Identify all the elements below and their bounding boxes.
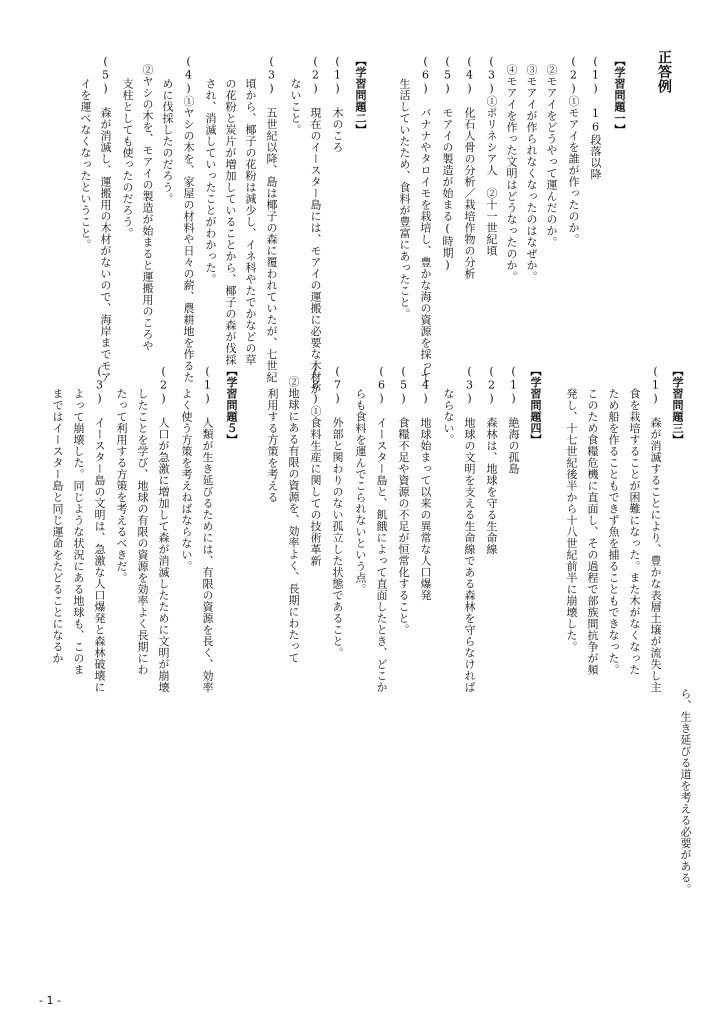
- upper-line-15: (3) 五世紀以降、島は椰子の森に覆われていたが、七世紀: [265, 55, 278, 383]
- upper-line-14: ないこと。: [289, 78, 302, 136]
- upper-line-23: (5) 森が消滅し、運搬用の木材がないので、海岸までモア: [99, 55, 112, 383]
- lower-line-23: したことを学び、地球の有限の資源を効率よく長期にわ: [136, 388, 149, 676]
- upper-line-17: の花粉と炭片が増加していることから、椰子の森が伐採: [224, 78, 237, 366]
- lower-line-13: (6) イースター島と、飢餓によって直面したとき、どこか: [375, 365, 388, 693]
- upper-line-5: ④モアイを作った文明はどうなったのか。: [505, 64, 518, 283]
- lower-line-18: 利用する方策を考える: [266, 388, 279, 503]
- upper-line-11: 【学習問題二】: [354, 55, 367, 136]
- lower-line-9: (3) 地球の文明を支える生命線である森林を守らなければ: [463, 365, 476, 693]
- upper-line-0: 【学習問題一】: [613, 55, 626, 136]
- upper-line-1: (1) 16段落以降: [589, 55, 602, 180]
- lower-line-2: 食を栽培することが困難になった。また木がなくなった: [628, 388, 641, 676]
- upper-line-22: 支柱としても使ったのだろう。: [121, 78, 134, 239]
- upper-line-12: (1) 木のころ: [331, 55, 344, 153]
- lower-line-4: このため食糧危機に直面し、その過程で部族間抗争が頻: [586, 388, 599, 676]
- lower-line-21: よく使う方策を考えねばならない。: [180, 388, 193, 572]
- lower-line-26: よって崩壊した。同じような状況にある地球も、このま: [72, 388, 85, 676]
- lower-line-14: らも食料を運んでこられないという点。: [354, 388, 367, 595]
- upper-line-8: (5) モアイの製造が始まる(時期): [441, 55, 454, 272]
- upper-line-3: ②モアイをどうやって運んだのか。: [545, 64, 558, 248]
- lower-line-27: まではイースター島と同じ運命をたどることになるか: [51, 388, 64, 664]
- lower-line-20: (1) 人類が生き延びるためには、有限の資源を長く、効率: [201, 365, 214, 693]
- lower-line-1: (1) 森が消滅することにより、豊かな表層土壌が流失し主: [649, 365, 662, 693]
- lower-line-0: 【学習問題三】: [671, 365, 684, 446]
- lower-line-17: ②地球にある有限の資源を、効率よく、長期にわたって: [287, 376, 300, 664]
- upper-line-21: ②ヤシの木を、モアイの製造が始まると運搬用のころや: [141, 64, 154, 352]
- upper-line-20: めに伐採したのだろう。: [161, 78, 174, 205]
- lower-line-10: ならない。: [442, 388, 455, 446]
- upper-line-18: され、消滅していったことがわかった。: [204, 78, 217, 285]
- upper-line-2: (2)①モアイを誰が作ったのか。: [567, 55, 580, 245]
- upper-line-24: イを運べなくなったということ。: [79, 78, 92, 251]
- upper-line-10: 生活していたため、食料が豊富にあったこと。: [398, 78, 411, 320]
- lower-line-8: (2) 森林は、地球を守る生命線: [485, 365, 498, 555]
- lower-line-16: (8)①食料生産に関しての技術革新: [309, 365, 322, 567]
- lower-line-12: (5) 食糧不足や資源の不足が恒常化すること。: [397, 365, 410, 636]
- lower-line-24: たって利用する方策を考えるべきだ。: [115, 388, 128, 584]
- upper-line-6: (3)①ポリネシア人 ②十一世紀頃: [485, 55, 498, 257]
- lower-line-6: 【学習問題四】: [529, 365, 542, 446]
- upper-line-4: ③モアイが作られなくなったのはなぜか。: [525, 64, 538, 283]
- lower-line-22: (2) 人口が急激に増加して森が消滅したために文明が崩壊: [157, 365, 170, 693]
- upper-line-7: (4) 化石人骨の分析／栽培作物の分析: [463, 55, 476, 280]
- upper-line-19: (4)①ヤシの木を、家屋の材料や日々の薪、農耕地を作るた: [182, 55, 195, 383]
- lower-line-3: ため船を作ることもできず魚を捕ることもできなった。: [607, 388, 620, 676]
- page-title: 正答例: [656, 50, 672, 94]
- lower-line-28: ら、生き延びる道を考える必要がある。: [679, 688, 692, 895]
- lower-line-15: (7) 外部と関わりのない孤立した状態であること。: [331, 365, 344, 659]
- lower-line-5: 発し、十七世紀後半から十八世紀前半に崩壊した。: [565, 388, 578, 653]
- lower-line-19: 【学習問題５】: [225, 365, 238, 446]
- upper-line-9: (6) バナナやタロイモを栽培し、豊かな海の資源を採って: [419, 55, 432, 383]
- lower-line-7: (1) 絶海の孤島: [507, 365, 520, 475]
- upper-line-16: 頃から、椰子の花粉は減少し、イネ科やたでかなどの草: [244, 78, 257, 366]
- page-number: - 1 -: [39, 994, 61, 1007]
- lower-line-11: (4) 地球始まって以来の異常な人口爆発: [419, 365, 432, 601]
- lower-line-25: (3) イースター島の文明は、急激な人口爆発と森林破壊に: [93, 365, 106, 693]
- upper-line-13: (2) 現在のイースター島には、モアイの運搬に必要な木材が: [309, 55, 322, 395]
